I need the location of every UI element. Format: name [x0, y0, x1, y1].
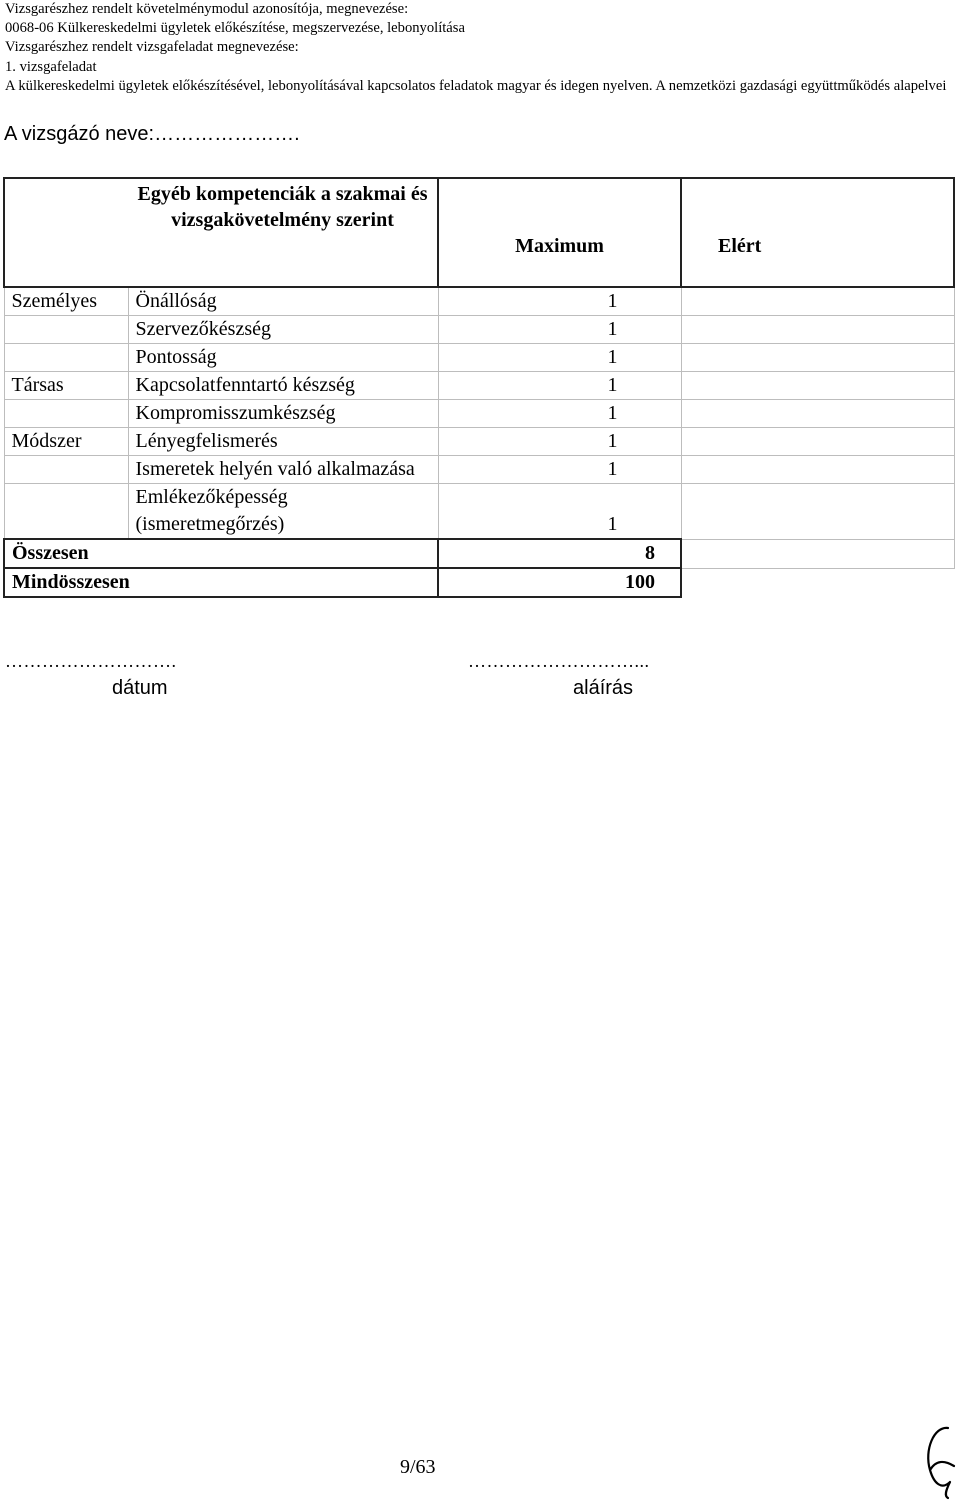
row-achieved-cell[interactable] — [681, 484, 954, 540]
row-max: 1 — [438, 428, 681, 456]
row-category — [4, 344, 128, 372]
date-dots: ………………………. — [5, 651, 177, 671]
table-row — [4, 400, 954, 428]
row-achieved-cell[interactable] — [681, 344, 954, 372]
row-item: Kompromisszumkészség — [128, 400, 438, 428]
grand-total-achieved-cell[interactable] — [681, 568, 954, 597]
header-competence-text: Egyéb kompetenciák a szakmai és vizsgakövetelmény szerint — [137, 183, 428, 231]
row-category: Módszer — [4, 428, 128, 456]
row-achieved-cell[interactable] — [681, 372, 954, 400]
table-row — [4, 484, 954, 540]
document-header — [5, 0, 950, 96]
total-value: 8 — [438, 539, 681, 568]
row-item: Szervezőkészség — [128, 316, 438, 344]
row-max: 1 — [438, 400, 681, 428]
row-max: 1 — [438, 372, 681, 400]
total-achieved-cell[interactable] — [681, 539, 954, 568]
total-row — [4, 539, 954, 568]
table-row — [4, 456, 954, 484]
table-row — [4, 344, 954, 372]
row-max: 1 — [438, 287, 681, 316]
row-category: Személyes — [4, 287, 128, 316]
candidate-name-line: A vizsgázó neve:…………………. — [4, 123, 300, 145]
competence-table — [3, 177, 955, 598]
row-achieved-cell[interactable] — [681, 456, 954, 484]
row-item: Emlékezőképesség (ismeretmegőrzés) — [128, 484, 438, 540]
module-name: 0068-06 Külkereskedelmi ügyletek előkészítése, megszervezése, lebonyolítása — [5, 20, 465, 37]
row-achieved-cell[interactable] — [681, 400, 954, 428]
grand-total-row — [4, 568, 954, 597]
task-description: A külkereskedelmi ügyletek előkészítésével, lebonyolításával kapcsolatos feladatok magyar és idegen nyelven. A nemzetközi gazdasági együttműködés alapelvei — [5, 77, 947, 94]
task-number: 1. vizsgafeladat — [5, 58, 97, 75]
row-max: 1 — [438, 456, 681, 484]
row-category — [4, 456, 128, 484]
signature-dots: ………………………... — [468, 651, 650, 671]
row-max: 1 — [438, 484, 681, 540]
row-achieved-cell[interactable] — [681, 287, 954, 316]
date-label: dátum — [112, 677, 168, 699]
row-category — [4, 400, 128, 428]
row-achieved-cell[interactable] — [681, 316, 954, 344]
module-id-label: Vizsgarészhez rendelt követelménymodul azonosítója, megnevezése: — [5, 1, 409, 17]
row-category — [4, 484, 128, 540]
row-category: Társas — [4, 372, 128, 400]
signature-label: aláírás — [573, 677, 634, 699]
row-item: Pontosság — [128, 344, 438, 372]
handwritten-initials — [920, 1420, 960, 1505]
header-competence — [128, 178, 438, 287]
task-name-label: Vizsgarészhez rendelt vizsgafeladat megnevezése: — [5, 39, 299, 56]
page-number: 9/63 — [400, 1456, 436, 1478]
header-achieved — [681, 178, 954, 287]
total-label: Összesen — [4, 539, 438, 568]
row-item: Önállóság — [128, 287, 438, 316]
grand-total-value: 100 — [438, 568, 681, 597]
row-max: 1 — [438, 344, 681, 372]
table-row — [4, 316, 954, 344]
row-achieved-cell[interactable] — [681, 428, 954, 456]
header-maximum — [438, 178, 681, 287]
table-row — [4, 372, 954, 400]
header-achieved-text: Elért — [718, 234, 762, 257]
row-max: 1 — [438, 316, 681, 344]
table-row — [4, 287, 954, 316]
row-item: Kapcsolatfenntartó készség — [128, 372, 438, 400]
table-row — [4, 428, 954, 456]
header-maximum-text: Maximum — [515, 234, 604, 257]
row-item: Ismeretek helyén való alkalmazása — [128, 456, 438, 484]
header-empty-cell — [4, 178, 128, 287]
row-item: Lényegfelismerés — [128, 428, 438, 456]
grand-total-label: Mindösszesen — [4, 568, 438, 597]
row-category — [4, 316, 128, 344]
table-header-row — [4, 178, 954, 287]
